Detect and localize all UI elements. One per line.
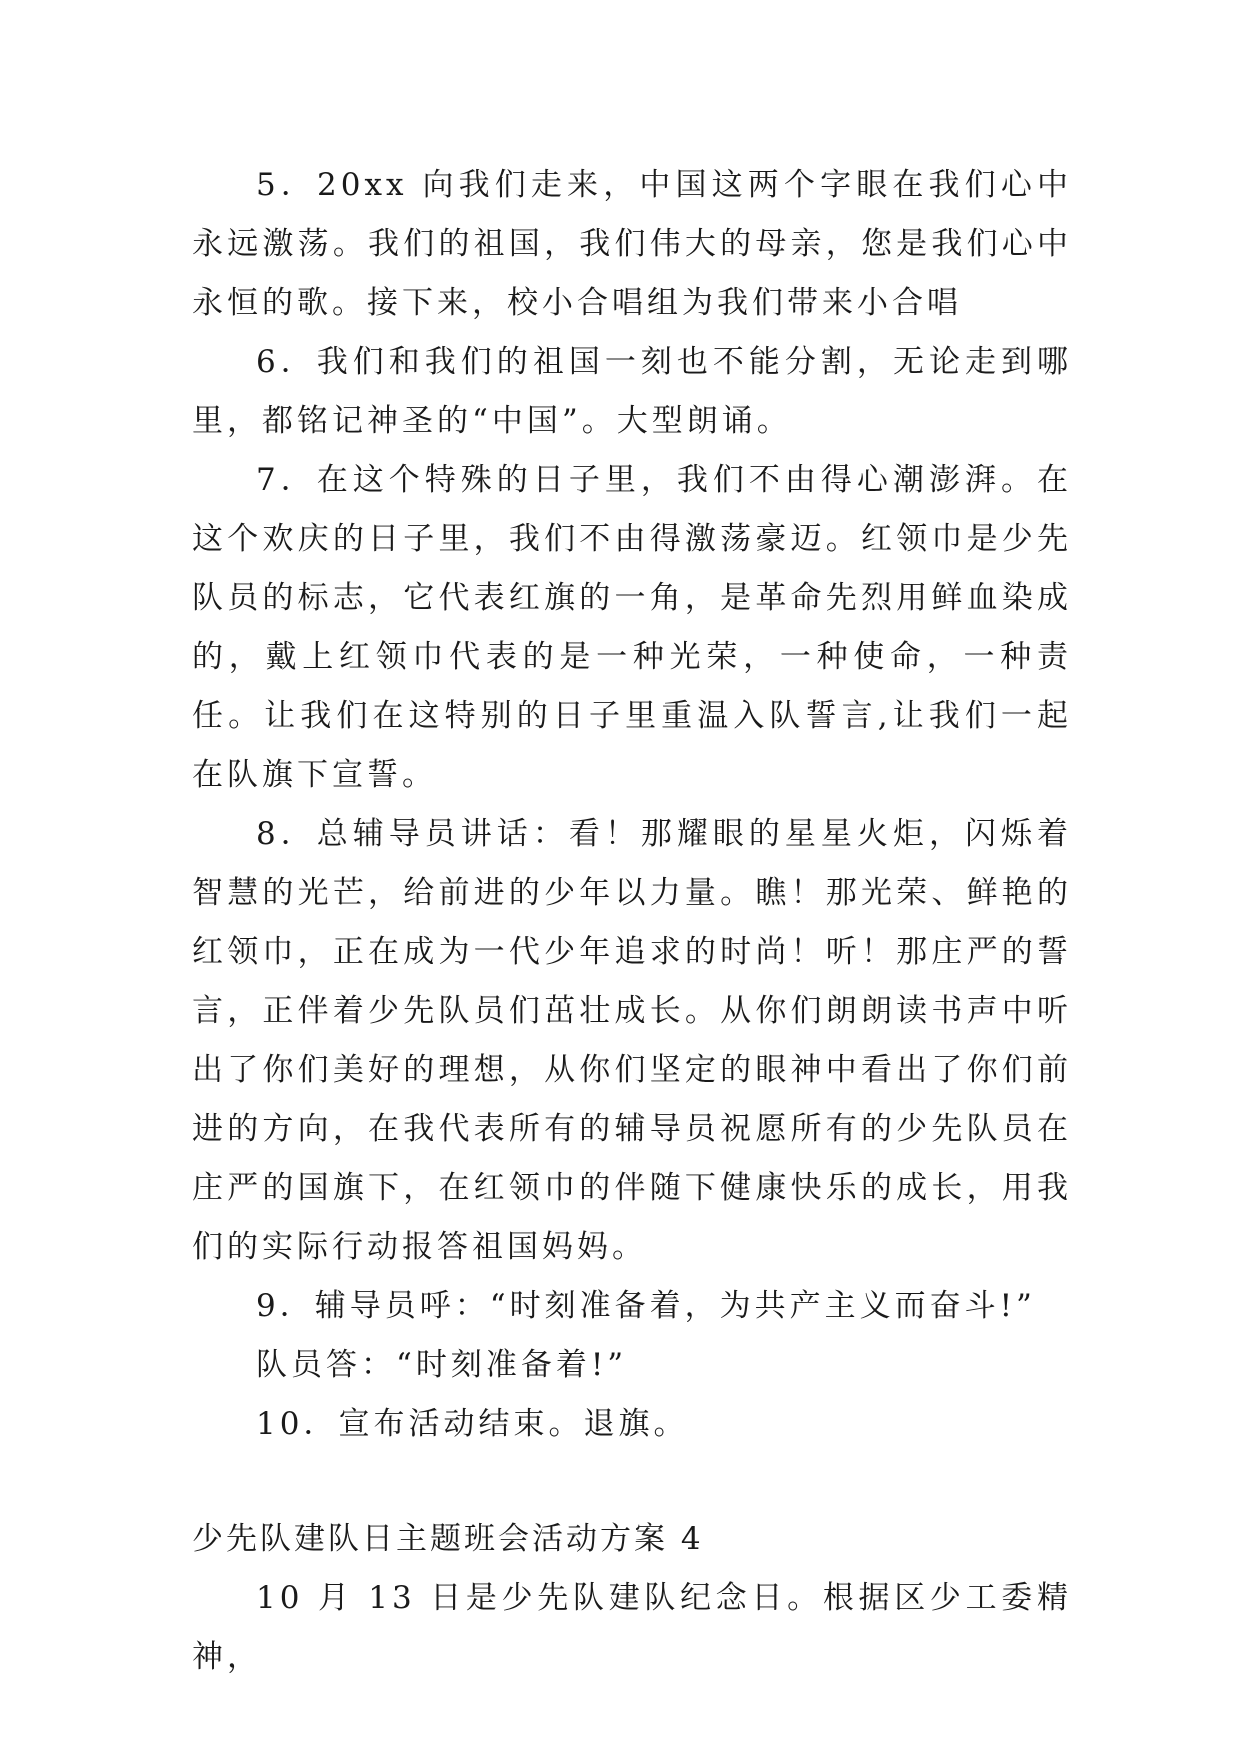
paragraph-item-8: 8．总辅导员讲话：看！那耀眼的星星火炬，闪烁着智慧的光芒，给前进的少年以力量。瞧！那光荣、鲜艳的红领巾，正在成为一代少年追求的时尚！听！那庄严的誓言，正伴着少先队员们茁壮成长。从你们朗朗读书声中听出了你们美好的理想，从你们坚定的眼神中看出了你们前进的方向，在我代表所有的辅导员祝愿所有的少先队员在庄严的国旗下，在红领巾的伴随下健康快乐的成长，用我们的实际行动报答祖国妈妈。 [192,816,1072,1265]
paragraph-item-5: 5．20xx 向我们走来，中国这两个字眼在我们心中永远激荡。我们的祖国，我们伟大的母亲，您是我们心中永恒的歌。接下来，校小合唱组为我们带来小合唱 [192,167,1072,321]
document-body [192,156,1072,1687]
paragraph-item-6: 6．我们和我们的祖国一刻也不能分割，无论走到哪里，都铭记神圣的“中国”。大型朗诵。 [192,344,1072,439]
section-title: 少先队建队日主题班会活动方案 4 [192,1521,704,1557]
paragraph-item-7: 7．在这个特殊的日子里，我们不由得心潮澎湃。在这个欢庆的日子里，我们不由得激荡豪迈。红领巾是少先队员的标志，它代表红旗的一角，是革命先烈用鲜血染成的，戴上红领巾代表的是一种光荣，一种使命，一种责任。让我们在这特别的日子里重温入队誓言,让我们一起在队旗下宣誓。 [192,462,1072,793]
paragraph-response: 队员答：“时刻准备着!” [256,1347,628,1383]
paragraph-item-10: 10．宣布活动结束。退旗。 [256,1406,689,1442]
section-paragraph: 10 月 13 日是少先队建队纪念日。根据区少工委精神， [192,1580,1072,1675]
paragraph-item-9: 9．辅导员呼：“时刻准备着，为共产主义而奋斗!” [256,1288,1036,1324]
section-spacer [192,1454,1072,1510]
